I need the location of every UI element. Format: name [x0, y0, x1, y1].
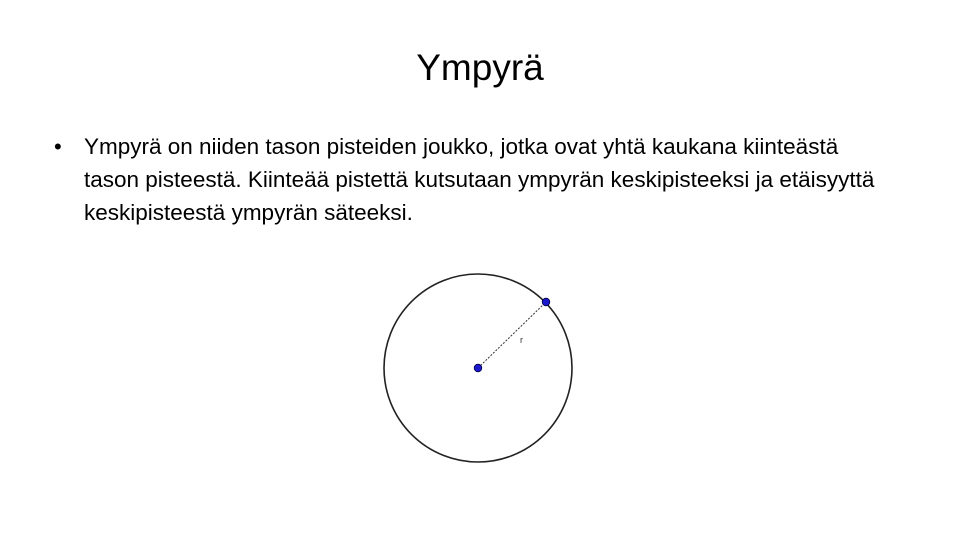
bullet-text: Ympyrä on niiden tason pisteiden joukko, jotka ovat yhtä kaukana kiinteästä tason pisteestä. Kiinteää pistettä kutsutaan ympyrän keskipisteeksi ja etäisyyttä keskipisteestä ympyrän säteeksi.	[84, 134, 875, 225]
radius-label: r	[520, 335, 523, 345]
bullet-item	[54, 130, 894, 229]
circumference-point	[542, 298, 550, 306]
circle-figure	[378, 270, 578, 470]
bullet-list	[54, 130, 894, 229]
slide-title: Ympyrä	[416, 47, 544, 88]
center-point	[474, 364, 482, 372]
bullet-marker: •	[54, 134, 62, 159]
radius-line	[478, 302, 546, 368]
